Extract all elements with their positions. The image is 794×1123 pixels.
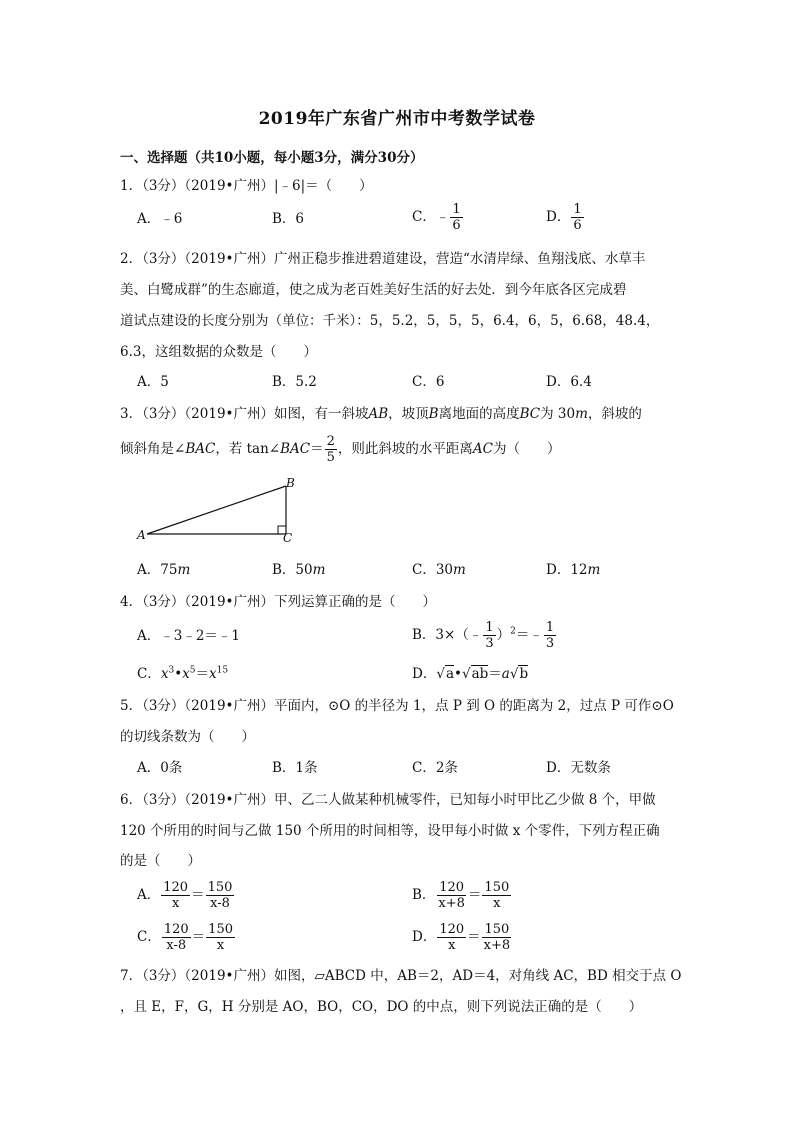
q1-option-d bbox=[546, 202, 585, 233]
question-2-line-4: 6.3，这组数据的众数是（ ） bbox=[120, 344, 317, 360]
q6-c-frac-2 bbox=[206, 922, 235, 953]
q3-text-i: 为（ ） bbox=[492, 441, 561, 457]
q5-option-a: A．0条 bbox=[137, 760, 183, 776]
q4-b-den-2: 3 bbox=[545, 636, 555, 651]
q3-text-c: 离地面的高度 bbox=[438, 406, 520, 422]
q1-option-a: A．﹣6 bbox=[137, 211, 183, 227]
q3-text-e: ，斜坡的 bbox=[587, 406, 642, 422]
q6-d-prefix: D． bbox=[412, 929, 437, 945]
q4-b-num-1: 1 bbox=[485, 620, 494, 635]
q4-c-e3: 15 bbox=[216, 665, 229, 676]
q4-b-den-1: 3 bbox=[485, 636, 494, 651]
question-1-stem: 1．（3分）（2019•广州）|﹣6|＝（ ） bbox=[120, 178, 373, 194]
q4-d-radicand-2: ab bbox=[471, 666, 489, 682]
q1-d-num: 1 bbox=[573, 202, 582, 217]
q3-d-unit: m bbox=[587, 562, 601, 578]
question-5-line-1: 5．（3分）（2019•广州）平面内，⊙O 的半径为 1，点 P 到 O 的距离为 2，过点 P 可作⊙O bbox=[120, 698, 674, 714]
q3-text-g: ，若 tan∠ bbox=[215, 441, 281, 457]
q1-c-prefix: C．﹣ bbox=[412, 209, 450, 225]
q6-b-d2: x bbox=[493, 896, 501, 911]
q6-c-eq: ＝ bbox=[191, 929, 206, 945]
q6-a-n1: 120 bbox=[163, 880, 189, 895]
q6-c-d2: x bbox=[216, 938, 225, 953]
q3-c-text: C．30 bbox=[412, 562, 454, 578]
q3-bc: BC bbox=[519, 406, 541, 422]
q5-option-c: C．2条 bbox=[412, 760, 458, 776]
question-4-stem: 4．（3分）（2019•广州）下列运算正确的是（ ） bbox=[120, 594, 436, 610]
q3-bac: BAC bbox=[185, 441, 216, 457]
q6-a-d1: x bbox=[171, 896, 180, 911]
q4-d-radicand-1: a bbox=[445, 666, 454, 682]
q3-c-unit: m bbox=[453, 562, 466, 578]
q3-text-h: ，则此斜坡的水平距离 bbox=[337, 441, 473, 457]
question-7-line-1: 7．（3分）（2019•广州）如图，▱ABCD 中，AB＝2，AD＝4，对角线 AC，BD 相交于点 O bbox=[120, 968, 682, 984]
sqrt-sign-1: √ bbox=[436, 666, 445, 682]
q5-option-d: D．无数条 bbox=[546, 760, 611, 776]
q5-option-b: B．1条 bbox=[272, 760, 318, 776]
q6-b-frac-1 bbox=[436, 880, 467, 911]
q3-option-d bbox=[546, 560, 600, 580]
q6-b-d1: x+8 bbox=[438, 896, 465, 911]
q1-c-num: 1 bbox=[452, 202, 461, 217]
q4-d-radicand-3: b bbox=[519, 666, 529, 682]
sqrt-sign-2: √ bbox=[461, 666, 471, 682]
sqrt-sign-3: √ bbox=[509, 666, 519, 682]
q2-option-a: A．5 bbox=[137, 374, 169, 390]
q3-m: m bbox=[575, 406, 588, 422]
q1-option-b: B．6 bbox=[272, 211, 305, 227]
q6-c-n1: 120 bbox=[163, 922, 189, 937]
q4-option-b bbox=[412, 620, 557, 651]
label-b: B bbox=[286, 476, 295, 490]
q3-frac-den: 5 bbox=[326, 450, 335, 465]
question-3-line-1 bbox=[120, 404, 642, 424]
question-6-line-1: 6．（3分）（2019•广州）甲、乙二人做某种机械零件，已知每小时甲比乙少做 8 个，甲做 bbox=[120, 792, 656, 808]
q4-option-c bbox=[137, 664, 228, 684]
q1-option-c bbox=[412, 202, 464, 233]
q4-b-frac-1 bbox=[483, 620, 495, 651]
q4-b-num-2: 1 bbox=[545, 620, 555, 635]
q6-a-frac-2 bbox=[206, 880, 235, 911]
q1-d-den: 6 bbox=[573, 218, 582, 233]
q2-option-c: C．6 bbox=[412, 374, 445, 390]
q3-b-unit: m bbox=[312, 562, 326, 578]
q6-b-n1: 120 bbox=[439, 880, 465, 895]
q4-b-frac-2 bbox=[544, 620, 556, 651]
q3-text-b: ，坡顶 bbox=[388, 406, 429, 422]
q3-b: B bbox=[428, 406, 439, 422]
q3-text-f: 倾斜角是∠ bbox=[120, 441, 186, 457]
q6-a-prefix: A． bbox=[137, 887, 161, 903]
q6-a-eq: ＝ bbox=[191, 887, 205, 903]
q4-d-prefix: D． bbox=[412, 666, 437, 682]
q4-c-e2: 5 bbox=[189, 665, 196, 676]
q6-option-a bbox=[137, 880, 235, 911]
label-a: A bbox=[137, 528, 146, 542]
q6-option-d bbox=[412, 922, 513, 953]
q6-d-d2: x+8 bbox=[483, 938, 511, 953]
question-5-line-2: 的切线条数为（ ） bbox=[120, 729, 255, 745]
question-6-line-3: 的是（ ） bbox=[120, 853, 201, 869]
label-c: C bbox=[283, 531, 293, 545]
q4-c-eq: ＝ bbox=[195, 666, 210, 682]
q4-c-x2: x bbox=[182, 666, 190, 682]
q6-d-n2: 150 bbox=[484, 922, 510, 937]
q3-d-text: D．12 bbox=[546, 562, 588, 578]
q4-c-dot: • bbox=[174, 666, 183, 682]
q4-c-x3: x bbox=[209, 666, 217, 682]
question-6-line-2: 120 个所用的时间与乙做 150 个所用的时间相等，设甲每小时做 x 个零件，下列方程正确 bbox=[120, 823, 660, 839]
q6-b-frac-2 bbox=[482, 880, 511, 911]
question-2-line-2: 美、白鹭成群”的生态廊道，使之成为老百姓美好生活的好去处．到今年底各区完成碧 bbox=[120, 282, 627, 298]
q3-fraction bbox=[325, 434, 337, 465]
page-title: 2019年广东省广州市中考数学试卷 bbox=[258, 109, 536, 129]
q3-ab: AB bbox=[368, 406, 389, 422]
q3-ac: AC bbox=[472, 441, 493, 457]
q3-b-text: B．50 bbox=[272, 562, 313, 578]
q4-option-d bbox=[412, 664, 528, 684]
question-2-line-3: 道试点建设的长度分别为（单位：千米）：5，5.2，5，5，5，6.4，6，5，6.68，48.4， bbox=[120, 313, 660, 329]
q4-b-prefix: B．3×（﹣ bbox=[412, 627, 483, 643]
q4-c-x1: x bbox=[160, 666, 169, 682]
q3-frac-num: 2 bbox=[326, 434, 335, 449]
q1-c-fraction bbox=[450, 202, 462, 233]
q2-option-d: D．6.4 bbox=[546, 374, 592, 390]
q4-b-eq: ＝﹣ bbox=[515, 627, 543, 643]
q3-a-text: A．75 bbox=[137, 562, 178, 578]
q3-a-unit: m bbox=[177, 562, 191, 578]
q4-d-a: a bbox=[501, 666, 510, 682]
q4-b-exp: 2 bbox=[510, 626, 516, 637]
section-heading: 一、选择题（共10小题，每小题3分，满分30分） bbox=[120, 150, 424, 166]
q6-a-d2: x-8 bbox=[210, 896, 230, 911]
q4-c-prefix: C． bbox=[137, 666, 161, 682]
q6-option-b bbox=[412, 880, 512, 911]
side-ab bbox=[147, 486, 286, 534]
q6-b-n2: 150 bbox=[484, 880, 510, 895]
q6-d-eq: ＝ bbox=[467, 929, 481, 945]
q6-d-d1: x bbox=[448, 938, 456, 953]
q3-eq: ＝ bbox=[310, 441, 324, 457]
q6-a-frac-1 bbox=[161, 880, 190, 911]
q4-option-a: A．﹣3﹣2＝﹣1 bbox=[137, 628, 241, 644]
q6-b-eq: ＝ bbox=[467, 887, 482, 903]
q4-c-e1: 3 bbox=[168, 665, 175, 676]
q3-text-a: 3．（3分）（2019•广州）如图，有一斜坡 bbox=[120, 406, 369, 422]
q6-d-frac-2 bbox=[482, 922, 513, 953]
question-2-line-1: 2．（3分）（2019•广州）广州正稳步推进碧道建设，营造“水清岸绿、鱼翔浅底、水草丰 bbox=[120, 251, 646, 267]
q3-bac-2: BAC bbox=[280, 441, 311, 457]
q1-c-den: 6 bbox=[452, 218, 461, 233]
q3-option-a bbox=[137, 560, 190, 580]
q6-c-d1: x-8 bbox=[166, 938, 187, 953]
q6-d-n1: 120 bbox=[439, 922, 465, 937]
q4-d-dot: • bbox=[454, 666, 462, 682]
q4-d-eq: ＝ bbox=[488, 666, 502, 682]
q1-d-prefix: D． bbox=[546, 209, 571, 225]
q6-option-c bbox=[137, 922, 236, 953]
q1-d-fraction bbox=[571, 202, 583, 233]
q4-b-mid: ） bbox=[496, 627, 511, 643]
q6-c-n2: 150 bbox=[208, 922, 233, 937]
question-7-line-2: ，且 E，F，G，H 分别是 AO，BO，CO，DO 的中点，则下列说法正确的是（ ） bbox=[120, 999, 643, 1015]
q2-option-b: B．5.2 bbox=[272, 374, 317, 390]
q3-option-c bbox=[412, 560, 466, 580]
q6-c-frac-1 bbox=[162, 922, 191, 953]
q6-a-n2: 150 bbox=[207, 880, 233, 895]
q6-d-frac-1 bbox=[437, 922, 466, 953]
q3-option-b bbox=[272, 560, 325, 580]
q6-c-prefix: C． bbox=[137, 929, 161, 945]
q6-b-prefix: B． bbox=[412, 887, 436, 903]
question-3-line-2 bbox=[120, 434, 560, 465]
q3-text-d: 为 30 bbox=[540, 406, 576, 422]
